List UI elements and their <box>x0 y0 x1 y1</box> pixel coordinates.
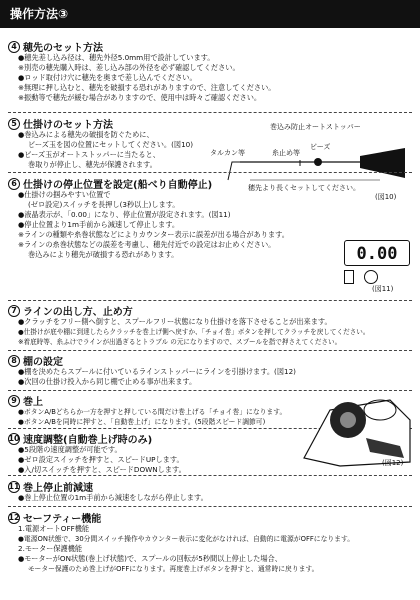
step-number: 9 <box>8 395 20 407</box>
text-line: ●ビーズ玉がオートストッパーに当たると、 <box>18 150 160 159</box>
text-line: 巻取りが停止し、穂先が保護されます。 <box>28 160 157 169</box>
text-line: ●仕掛けが底や棚に到達したらクラッチを巻上げ側へ戻すか、「チョイ巻」ボタンを押してクラッチを戻してください。 <box>18 328 370 336</box>
text-line: ●入/切スイッチを押すと、スピードDOWNします。 <box>18 465 186 474</box>
text-line: 2.モーター保護機能 <box>18 544 83 553</box>
text-line: ※別売の穂先購入時は、差し込み部の外径を必ず確認してください。 <box>18 63 240 72</box>
beads-label: ビーズ <box>310 143 331 151</box>
section-heading: 仕掛けのセット方法 <box>23 120 113 131</box>
text-line: ※無理に押し込むと、穂先を破損する恐れがありますので、注意してください。 <box>18 83 276 92</box>
text-line: ●5段階の速度調整が可能です。 <box>18 445 122 454</box>
figure-12 <box>300 370 412 470</box>
section-heading: 巻上停止前減速 <box>23 483 93 494</box>
section-heading: セーフティー機能 <box>23 514 102 525</box>
text-line: ※ラインの糸巻状態などの誤差を考慮し、穂先付近での設定はお止めください。 <box>18 240 276 249</box>
figure-note: 穂先より長くセットしてください。 <box>248 184 360 192</box>
step-number: 6 <box>8 178 20 190</box>
section-deceleration <box>8 480 412 503</box>
section-heading: ラインの出し方、止め方 <box>23 307 133 318</box>
figure-label: (図12) <box>382 459 404 467</box>
text-line: ●穂先差し込み径は、穂先外径5.0mm用で設計しています。 <box>18 53 215 62</box>
figure-label: (図11) <box>372 285 394 293</box>
step-number: 10 <box>8 434 20 443</box>
text-line: ●電源ON状態で、30分間スイッチ操作やカウンター表示に変化がなければ、自動的に電源がOFFになります。 <box>18 535 355 543</box>
text-line: ●液晶表示が、「0.00」になり、停止位置が設定されます。(図11) <box>18 210 231 219</box>
step-number: 5 <box>8 118 20 130</box>
section-rod-tip <box>8 40 412 103</box>
swivel-label: タルカン等 <box>210 149 245 157</box>
section-heading: 速度調整(自動巻上げ時のみ) <box>23 435 153 446</box>
text-line: (ゼロ設定)スイッチを長押し(3秒以上)します。 <box>28 200 180 209</box>
section-heading: 巻上 <box>23 397 43 408</box>
section-header <box>0 0 420 28</box>
text-line: ●棚を決めたらスプールに付いているラインストッパーにラインを引掛けます。(図12) <box>18 367 296 376</box>
text-line: ※着底時等、糸ふけでラインが出過ぎるとトラブル の元になりますので、スプールを指で押さえてください。 <box>18 338 342 346</box>
step-number: 12 <box>8 513 20 522</box>
divider <box>8 475 412 476</box>
lcd-display: 0.00 <box>344 240 410 266</box>
text-line: ●仕掛けの掴みやすい位置で <box>18 190 111 199</box>
text-line: ●停止位置より1m手前から減速して停止します。 <box>18 220 180 229</box>
text-line: ●巻込みによる穂先の破損を防ぐために、 <box>18 130 154 139</box>
text-line: ●クラッチをフリー側へ倒すと、スプールフリー状態になり仕掛けを落下させることが出来ます。 <box>18 317 332 326</box>
text-line: ●次回の仕掛け投入から同じ棚で止める事が出来ます。 <box>18 377 197 386</box>
step-number: 11 <box>8 482 20 491</box>
divider <box>8 172 412 173</box>
step-number: 7 <box>8 305 20 317</box>
battery-icon <box>344 270 354 284</box>
text-line: ビーズ玉を図の位置にセットしてください。(図10) <box>28 140 194 149</box>
text-line: ●巻上停止位置の1m手前から減速をしながら停止します。 <box>18 493 208 502</box>
step-number: 8 <box>8 355 20 367</box>
text-line: ●ゼロ設定スイッチを押すと、スピードUPします。 <box>18 455 184 464</box>
section-heading: 棚の設定 <box>23 357 63 368</box>
divider <box>8 112 412 113</box>
section-heading: 仕掛けの停止位置を設定(船べり自動停止) <box>23 180 213 191</box>
stopper-label: 巻込み防止オートストッパー <box>270 123 361 131</box>
section-heading: 穂先のセット方法 <box>23 43 103 54</box>
figure-label: (図10) <box>375 193 397 201</box>
text-line: 1.電源オートOFF機能 <box>18 524 90 533</box>
dial-icon <box>364 270 378 284</box>
divider <box>8 350 412 351</box>
text-line: モーター保護のため巻上げがOFFになります。再度巻上げボタンを押すと、通常時に戻ります。 <box>28 565 319 573</box>
section-line-release <box>8 304 412 347</box>
text-line: ●ロッド取付け穴に穂先を奥まで差し込んでください。 <box>18 73 197 82</box>
text-line: ※振動等で穂先が緩む場合がありますので、使用中は時々ご確認ください。 <box>18 93 262 102</box>
section-safety <box>8 511 412 574</box>
section-title: 操作方法③ <box>10 7 69 21</box>
figure-11 <box>342 240 412 292</box>
text-line: ●ボタンA/Bどちらか一方を押すと押している間だけ巻上げる「チョイ巻」になります。 <box>18 408 287 416</box>
text-line: ●ボタンA/Bを同時に押すと、「自動巻上げ」になります。(5段階スピード調節可) <box>18 418 266 426</box>
text-line: 巻込みにより穂先が破損する恐れがあります。 <box>28 250 179 259</box>
divider <box>8 506 412 507</box>
reel-illustration <box>300 370 412 470</box>
text-line: ●モーターがON状態(巻上げ状態)で、スプールの回転が5秒間以上停止した場合、 <box>18 554 282 563</box>
text-line: ※ラインの種類や糸巻状態などによりカウンター表示に誤差が出る場合があります。 <box>18 230 289 239</box>
divider <box>8 300 412 301</box>
thread-stop-label: 糸止め等 <box>272 149 300 157</box>
step-number: 4 <box>8 41 20 53</box>
